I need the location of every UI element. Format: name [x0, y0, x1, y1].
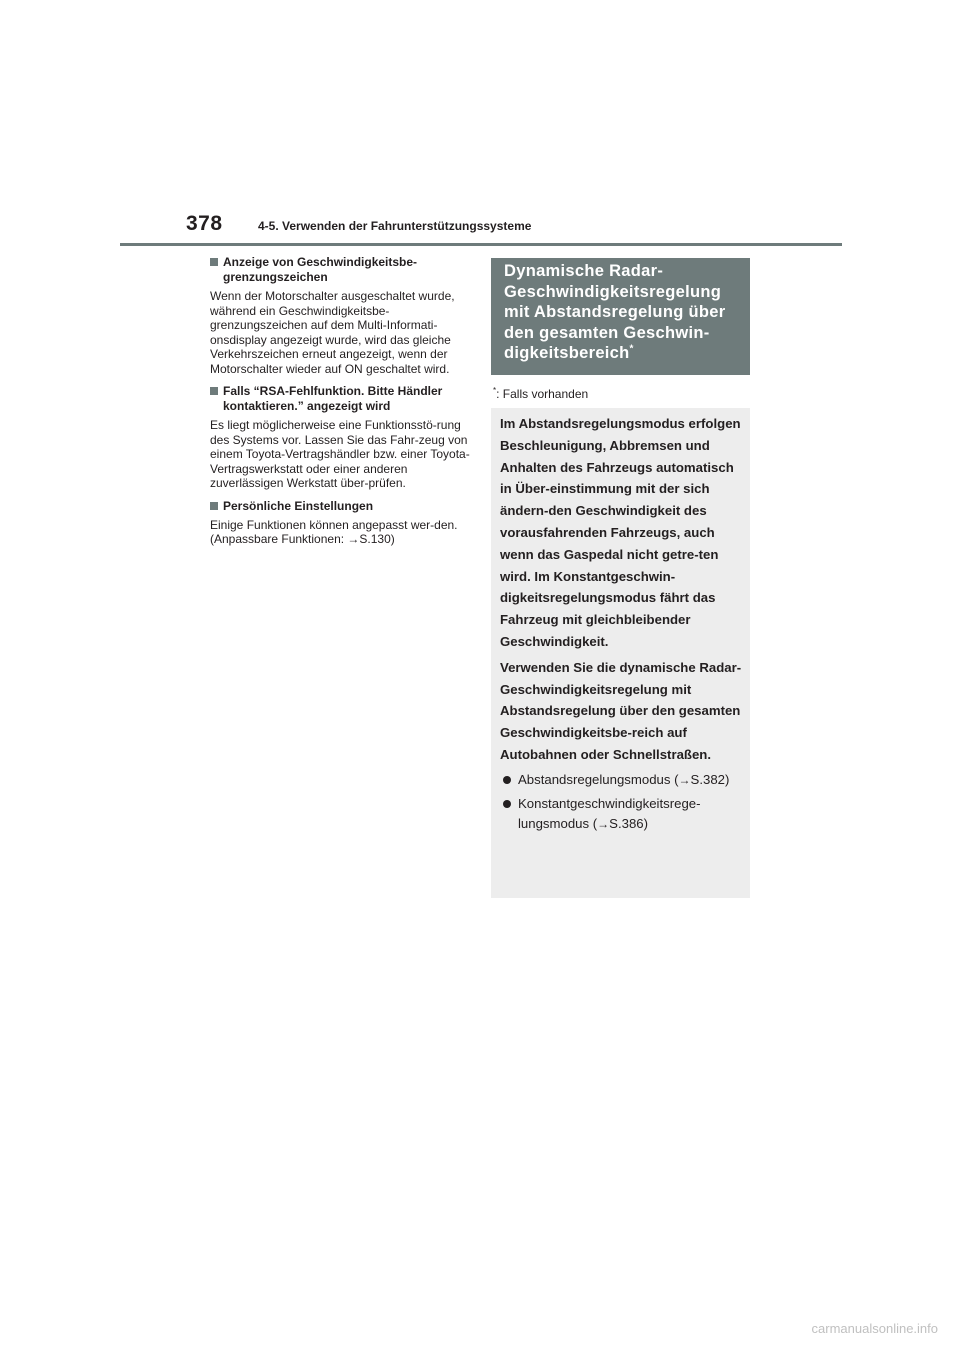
info-paragraph: Im Abstandsregelungsmodus erfolgen Beschleunigung, Abbremsen und Anhalten des Fahrzeugs automatisch in Über-einstimmung mit der sich ändern-den Geschwindigkeit des vorausfahrenden Fahrzeugs, auch wenn das Gaspedal nicht getre-ten wird. Im Konstantgeschwin-digkeitsregelungsmodus fährt das Fahrzeug mit gleichbleibender Geschwindigkeit.: [500, 416, 741, 649]
section-title: Falls “RSA-Fehlfunktion. Bitte Händler kontaktieren.” angezeigt wird: [223, 384, 443, 413]
section-speed-sign-display: [210, 255, 470, 376]
section-body: Es liegt möglicherweise eine Funktionsstö-rung des Systems vor. Lassen Sie das Fahr-zeug von einem Toyota-Vertragshändler bzw. einer Toyota-Vertragswerkstatt oder einer anderen zuverlässigen Werkstatt über-prüfen.: [210, 418, 470, 490]
square-bullet-icon: [210, 387, 218, 395]
info-paragraph: Verwenden Sie die dynamische Radar-Geschwindigkeitsregelung mit Abstandsregelung über den gesamten Geschwindigkeitsbe-reich auf Autobahnen oder Schnellstraßen.: [500, 659, 742, 762]
section-rsa-malfunction: [210, 384, 470, 491]
info-box: [491, 408, 750, 898]
header-divider: [120, 243, 842, 246]
asterisk-mark: *: [629, 343, 634, 355]
page-reference-link[interactable]: S.130): [359, 532, 395, 546]
arrow-right-icon: →: [347, 532, 360, 546]
list-item: Abstandsregelungsmodus (→S.382): [500, 770, 742, 790]
section-body: Wenn der Motorschalter ausgeschaltet wurde, während ein Geschwindigkeitsbe-grenzungszeichen auf dem Multi-Informati-onsdisplay angezeigt wurde, wird das gleiche Verkehrszeichen erneut angezeigt, wenn der Motorschalter wieder auf ON geschaltet wird.: [210, 289, 455, 376]
list-item: Konstantgeschwindigkeitsrege-lungsmodus (→S.386): [500, 794, 742, 834]
page-number: 378: [186, 212, 223, 235]
watermark: carmanualsonline.info: [811, 1321, 938, 1336]
left-column: [210, 255, 470, 555]
square-bullet-icon: [210, 258, 218, 266]
section-title: Persönliche Einstellungen: [223, 498, 374, 513]
bullet-dot-icon: [503, 800, 511, 808]
section-body: Einige Funktionen können angepasst wer-den. (Anpassbare Funktionen: →S.130): [210, 517, 458, 546]
arrow-right-icon: →: [678, 772, 691, 787]
section-title-box: Dynamische Radar- Geschwindigkeitsregelung mit Abstandsregelung über den gesamten Geschwin- digkeitsbereich*: [491, 258, 750, 375]
page-reference-link[interactable]: S.382): [690, 771, 730, 787]
section-title: Anzeige von Geschwindigkeitsbe- grenzungszeichen: [223, 255, 418, 284]
square-bullet-icon: [210, 502, 218, 510]
page-reference-link[interactable]: S.386): [609, 815, 649, 831]
section-personal-settings: [210, 499, 470, 547]
arrow-right-icon: →: [597, 816, 610, 831]
footnote: *: Falls vorhanden: [493, 386, 589, 401]
bullet-dot-icon: [503, 776, 511, 784]
chapter-title: 4-5. Verwenden der Fahrunterstützungssysteme: [258, 219, 532, 233]
